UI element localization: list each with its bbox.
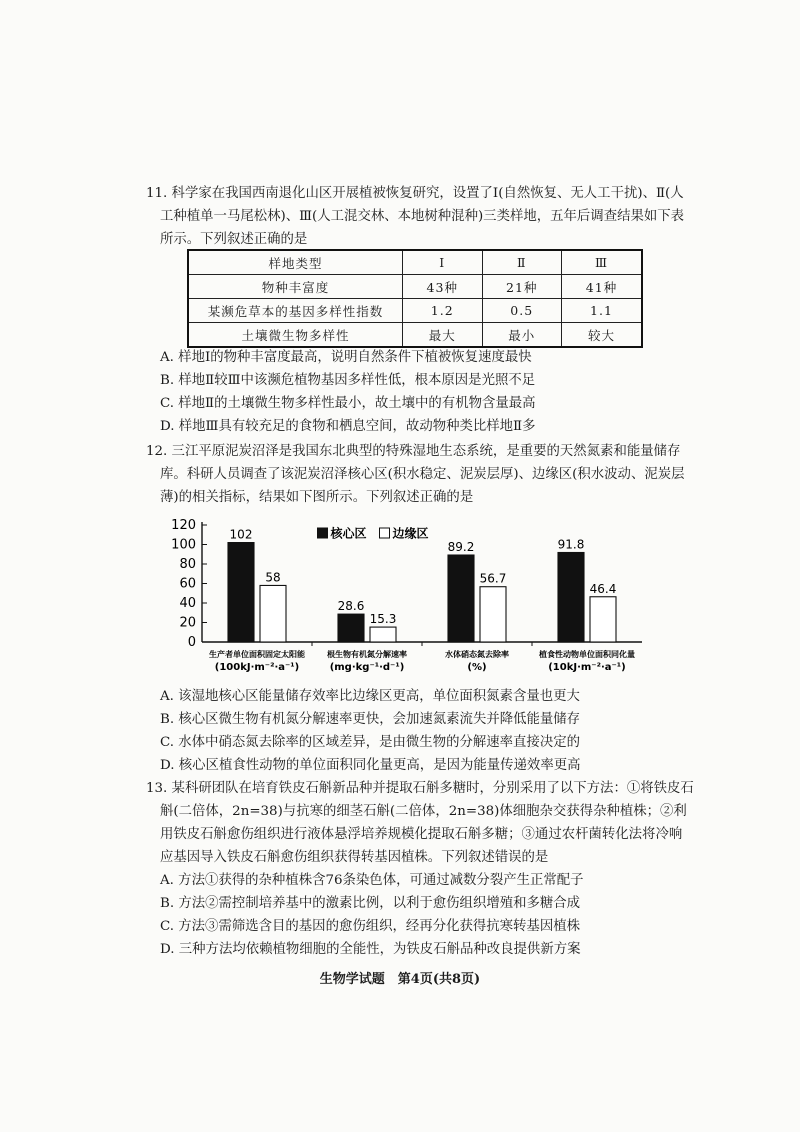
question-11-stem-line: 11. 科学家在我国西南退化山区开展植被恢复研究，设置了Ⅰ(自然恢复、无人工干扰)、Ⅱ(人 — [146, 186, 684, 201]
table-cell: 某濒危草本的基因多样性指数 — [188, 299, 403, 323]
question-13-stem-line: 斛(二倍体，2n=38)与抗寒的细茎石斛(二倍体，2n=38)体细胞杂交获得杂种植株；②利 — [160, 804, 687, 819]
option-d: D. 三种方法均依赖植物细胞的全能性，为铁皮石斛品种改良提供新方案 — [160, 942, 581, 957]
question-11-stem-line: 所示。下列叙述正确的是 — [160, 232, 308, 247]
bar-value-label: 56.7 — [479, 571, 507, 586]
option-c: C. 水体中硝态氮去除率的区域差异，是由微生物的分解速率直接决定的 — [160, 735, 580, 750]
question-12-stem-line: 薄)的相关指标，结果如下图所示。下列叙述正确的是 — [160, 490, 474, 505]
bar-core — [558, 552, 584, 642]
option-d: D. 样地Ⅲ具有较充足的食物和栖息空间，故动物种类比样地Ⅱ多 — [160, 419, 536, 434]
legend-swatch — [318, 528, 328, 538]
table-cell: 1.2 — [403, 299, 483, 323]
option-a: A. 方法①获得的杂种植株含76条染色体，可通过减数分裂产生正常配子 — [160, 873, 584, 888]
bar-edge — [370, 627, 396, 642]
table-cell: 较大 — [562, 323, 643, 348]
table-cell: 43种 — [403, 275, 483, 299]
bar-value-label: 89.2 — [447, 540, 475, 555]
question-13-stem-line: 用铁皮石斛愈伤组织进行液体悬浮培养规模化提取石斛多糖；③通过农杆菌转化法将冷响 — [160, 827, 683, 842]
bar-edge — [480, 587, 506, 642]
y-tick-label: 20 — [179, 615, 196, 631]
question-11-options — [146, 346, 666, 438]
question-13-stem-line: 应基因导入铁皮石斛愈伤组织获得转基因植株。下列叙述错误的是 — [160, 850, 549, 865]
question-11 — [146, 182, 685, 251]
x-category-label: 根生物有机氮分解速率 — [327, 650, 407, 659]
table-cell: 0.5 — [482, 299, 562, 323]
option-d: D. 核心区植食性动物的单位面积同化量更高，是因为能量传递效率更高 — [160, 758, 581, 773]
x-category-label: 植食性动物单位面积同化量 — [539, 650, 635, 659]
option-b: B. 方法②需控制培养基中的激素比例，以利于愈伤组织增殖和多糖合成 — [160, 896, 581, 911]
bar-value-label: 46.4 — [589, 581, 617, 596]
bar-core — [338, 614, 364, 642]
option-b: B. 核心区微生物有机氮分解速率更快，会加速氮素流失并降低能量储存 — [160, 712, 581, 727]
bar-value-label: 15.3 — [369, 612, 397, 627]
table-cell: 最大 — [403, 323, 483, 348]
bar-chart — [140, 510, 650, 675]
table-header-row — [188, 250, 642, 275]
table-header-cell: 样地类型 — [188, 250, 403, 275]
table-row — [188, 299, 642, 323]
bar-edge — [590, 597, 616, 642]
question-12 — [146, 440, 685, 509]
y-tick-label: 100 — [171, 537, 196, 553]
x-category-unit: (mg·kg⁻¹·d⁻¹) — [329, 662, 405, 673]
table-cell: 最小 — [482, 323, 562, 348]
y-tick-label: 60 — [179, 576, 196, 592]
x-category-unit: (%) — [467, 662, 487, 673]
legend-label: 边缘区 — [392, 526, 429, 541]
bar-core — [448, 555, 474, 642]
option-b: B. 样地Ⅱ较Ⅲ中该濒危植物基因多样性低，根本原因是光照不足 — [160, 373, 536, 388]
question-13 — [146, 777, 694, 961]
table-cell: 21种 — [482, 275, 562, 299]
bar-edge — [260, 585, 286, 642]
option-c: C. 样地Ⅱ的土壤微生物多样性最小，故土壤中的有机物含量最高 — [160, 396, 536, 411]
legend-swatch — [380, 528, 390, 538]
x-category-label: 生产者单位面积固定太阳能 — [209, 650, 305, 659]
question-11-stem-line: 工种植单一马尾松林)、Ⅲ(人工混交林、本地树种混种)三类样地，五年后调查结果如下表 — [160, 209, 685, 224]
table-cell: 41种 — [562, 275, 643, 299]
option-a: A. 样地Ⅰ的物种丰富度最高，说明自然条件下植被恢复速度最快 — [160, 350, 532, 365]
sample-plot-table — [187, 249, 643, 348]
bar-value-label: 28.6 — [337, 599, 365, 614]
y-tick-label: 80 — [179, 557, 196, 572]
table-cell: 物种丰富度 — [188, 275, 403, 299]
x-category-label: 水体硝态氮去除率 — [445, 650, 509, 659]
table-header-cell: Ⅱ — [482, 250, 562, 275]
x-category-unit: (10kJ·m⁻²·a⁻¹) — [548, 662, 626, 673]
y-tick-label: 120 — [171, 518, 196, 533]
bar-value-label: 91.8 — [557, 537, 585, 552]
table-cell: 土壤微生物多样性 — [188, 323, 403, 348]
table-header-cell: Ⅲ — [562, 250, 643, 275]
y-tick-label: 0 — [187, 635, 196, 650]
table-row — [188, 275, 642, 299]
option-a: A. 该湿地核心区能量储存效率比边缘区更高，单位面积氮素含量也更大 — [160, 689, 580, 704]
question-12-options — [146, 685, 666, 777]
table-row — [188, 323, 642, 348]
bar-value-label: 58 — [265, 570, 281, 585]
legend-label: 核心区 — [330, 526, 367, 541]
table-cell: 1.1 — [562, 299, 643, 323]
bar-value-label: 102 — [229, 527, 253, 542]
table-header-cell: Ⅰ — [403, 250, 483, 275]
y-tick-label: 40 — [179, 596, 196, 611]
question-12-stem-line: 12. 三江平原泥炭沼泽是我国东北典型的特殊湿地生态系统，是重要的天然氮素和能量储存 — [146, 444, 681, 459]
bar-core — [228, 543, 254, 642]
question-12-stem-line: 库。科研人员调查了该泥炭沼泽核心区(积水稳定、泥炭层厚)、边缘区(积水波动、泥炭层 — [160, 467, 685, 482]
question-13-stem-line: 13. 某科研团队在培育铁皮石斛新品种并提取石斛多糖时，分别采用了以下方法：①将铁皮石 — [146, 781, 694, 796]
option-c: C. 方法③需筛选含目的基因的愈伤组织，经再分化获得抗寒转基因植株 — [160, 919, 580, 934]
x-category-unit: (100kJ·m⁻²·a⁻¹) — [214, 662, 300, 673]
page-footer: 生物学试题 第4页(共8页) — [319, 972, 481, 987]
